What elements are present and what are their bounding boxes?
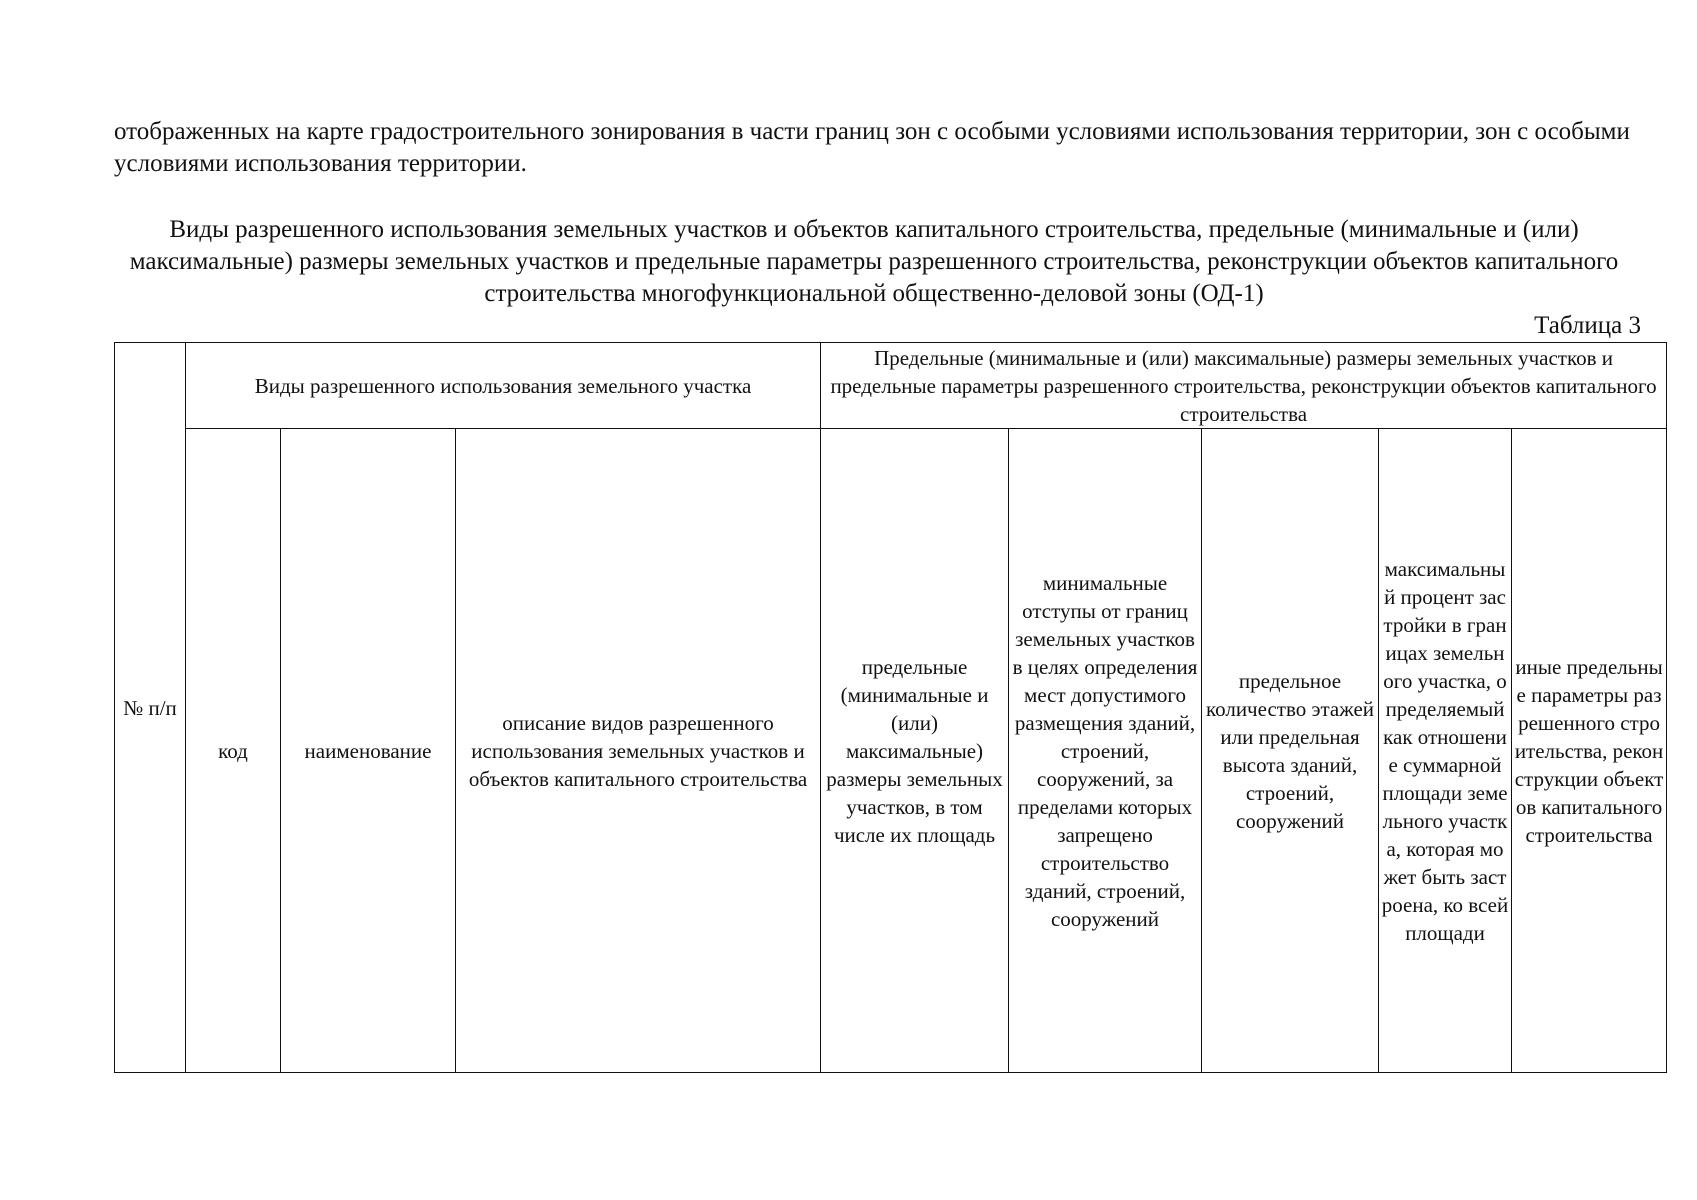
table-heading: Виды разрешенного использования земельных участков и объектов капитального строительства, предельные (минимальные и (или) максимальные) размеры земельных участков и предельные параметры разрешенного строительства, реконструкции объектов капитального строительства многофункциональной общественно-деловой зоны (ОД-1)	[129, 216, 1619, 307]
land-use-table	[114, 342, 1667, 1073]
header-plot-size: предельные (минимальные и (или) максимальные) размеры земельных участков, в том числе их площадь	[821, 429, 1009, 1073]
header-group-permitted-use: Виды разрешенного использования земельного участка	[186, 343, 821, 429]
table-number-label: Таблица 3	[1534, 312, 1641, 339]
header-code: код	[186, 429, 281, 1073]
header-group-limit-params: Предельные (минимальные и (или) максимальные) размеры земельных участков и предельные параметры разрешенного строительства, реконструкции объектов капитального строительства	[821, 343, 1667, 429]
header-description: описание видов разрешенного использования земельных участков и объектов капитального строительства	[456, 429, 821, 1073]
header-number: № п/п	[115, 343, 186, 1073]
header-max-coverage: максимальный процент застройки в границах земельного участка, определяемый как отношение суммарной площади земельного участка, которая может быть застроена, ко всей площади	[1379, 429, 1512, 1073]
header-other-params: иные предельные параметры разрешенного строительства, реконструкции объектов капитального строительства	[1512, 429, 1667, 1073]
header-name: наименование	[281, 429, 456, 1073]
header-setbacks: минимальные отступы от границ земельных участков в целях определения мест допустимого размещения зданий, строений, сооружений, за пределами которых запрещено строительство зданий, строений, сооружений	[1009, 429, 1202, 1073]
header-floors-height: предельное количество этажей или предельная высота зданий, строений, сооружений	[1202, 429, 1379, 1073]
intro-paragraph: отображенных на карте градостроительного зонирования в части границ зон с особыми условиями использования территории, зон с особыми условиями использования территории.	[114, 118, 1630, 177]
